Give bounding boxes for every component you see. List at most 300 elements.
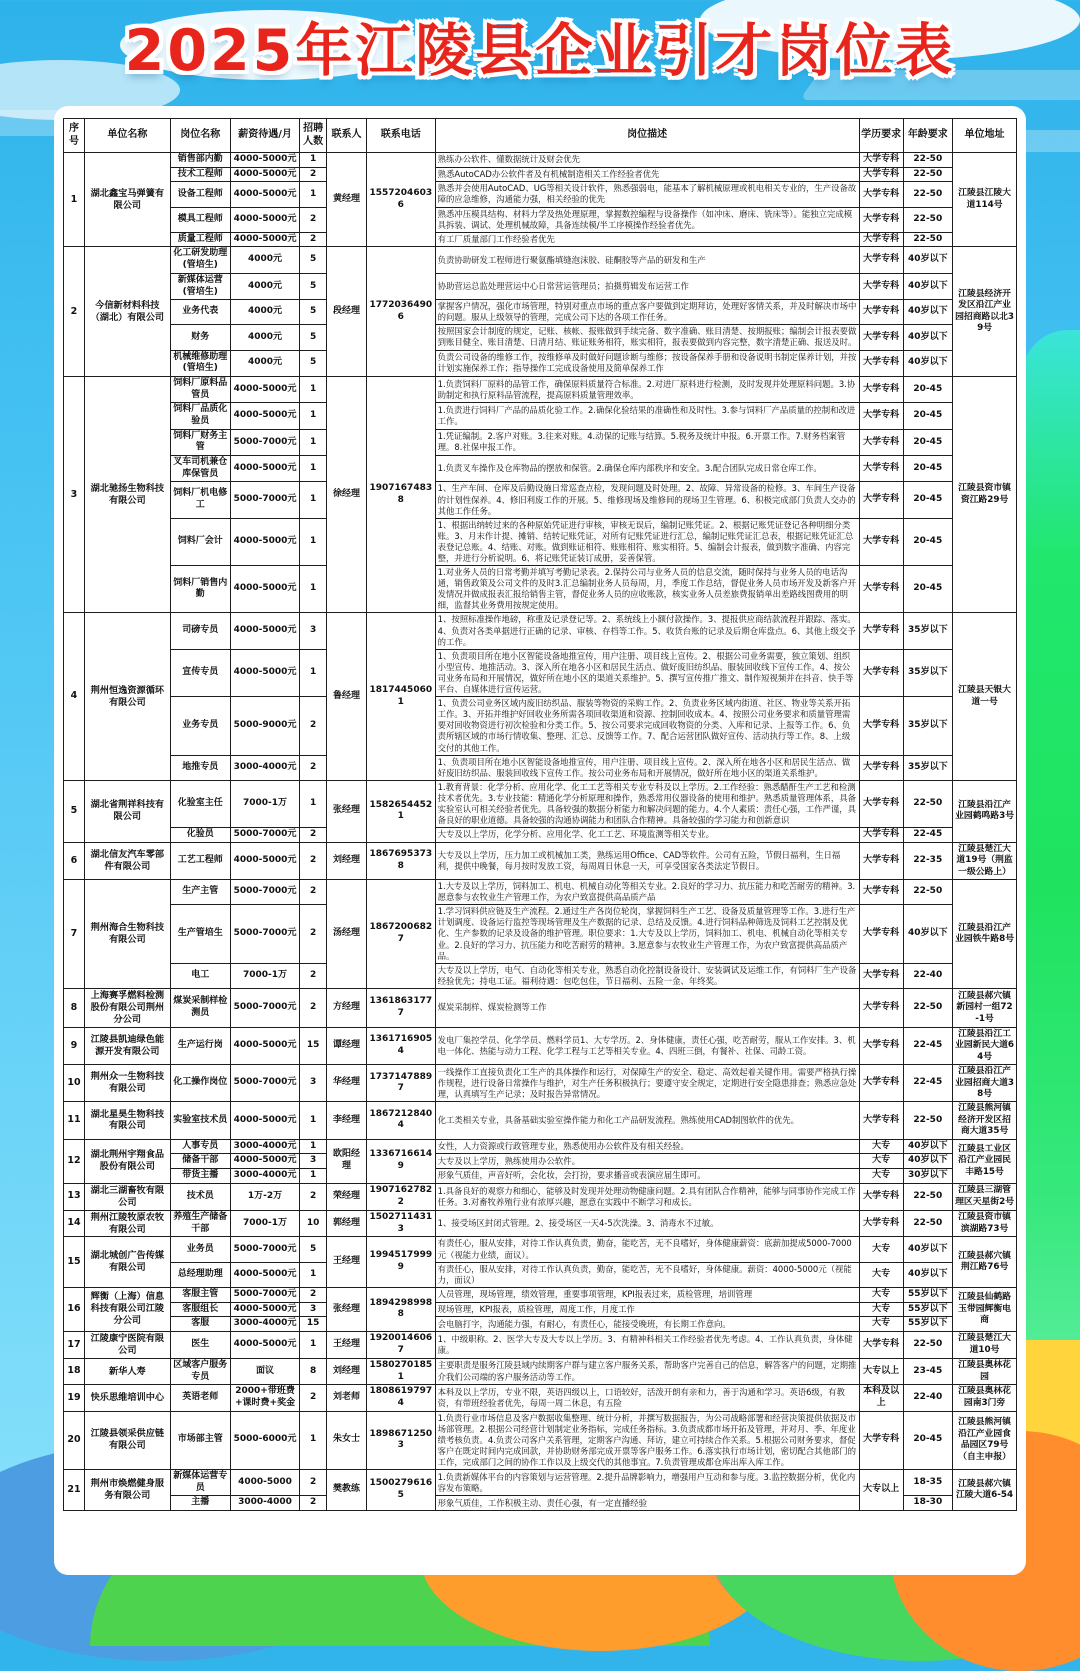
position-title-cell: 市场部主管 — [170, 1411, 230, 1469]
contact-person-cell: 欧阳经理 — [326, 1139, 366, 1183]
table-row — [64, 1317, 1017, 1332]
education-requirement-cell: 大学专科 — [859, 842, 903, 879]
company-name-cell: 湖北省荆祥科技有限公司 — [84, 780, 170, 842]
table-row — [64, 1102, 1017, 1139]
sequence-cell: 13 — [64, 1183, 85, 1210]
position-title-cell: 化工操作岗位 — [170, 1065, 230, 1102]
job-description-cell: 1、中级职称。2、医学大专及大专以上学历。3、有精神科相关工作经验者优先考虑。4、工作认真负责，身体健康。 — [435, 1331, 859, 1358]
age-requirement-cell: 23-45 — [903, 1358, 953, 1384]
job-description-cell: 熟悉冲压模具结构、材料力学及热处理原理，掌握数控编程与设备操作（如冲床、磨床、铣床等）。能独立完成模具拆装、调试、处理机械故障，具备连续模/半工序模操作经验者优先。 — [435, 207, 859, 232]
company-address-cell: 江陵县沿江产业园招商大道38号 — [953, 1065, 1017, 1102]
table-row — [64, 1237, 1017, 1262]
age-requirement-cell: 22-50 — [903, 780, 953, 827]
salary-cell: 5000-6000元 — [230, 1411, 300, 1469]
age-requirement-cell: 35岁以下 — [903, 649, 953, 696]
position-title-cell: 饲料厂财务主管 — [170, 429, 230, 455]
contact-phone-cell: 18986712503 — [367, 1411, 436, 1469]
sequence-cell: 10 — [64, 1065, 85, 1102]
column-header: 单位名称 — [84, 119, 170, 153]
headcount-cell: 1 — [300, 153, 327, 168]
company-address-cell: 江陵县奥林花园南3门旁 — [953, 1385, 1017, 1411]
headcount-cell: 5 — [300, 247, 327, 273]
sequence-cell: 9 — [64, 1027, 85, 1064]
sequence-cell: 14 — [64, 1210, 85, 1237]
sequence-cell: 1 — [64, 153, 85, 247]
headcount-cell: 2 — [300, 1183, 327, 1210]
job-description-cell: 1、根据出纳转过来的各种原始凭证进行审核，审核无误后，编制记账凭证。2、根据记账凭证登记各种明细分类账。3、月末作计提、摊销、结转记账凭证，对所有记账凭证进行汇总，编制记账凭证汇总表，根据记账凭证汇总表登记总账。4、结账、对账。做到账证相符、账账相符、账实相符。5、编制会计报表，做到数字准确、内容完整，并进行分析说明。6、将记账凭证装订成册，妥善保管。 — [435, 518, 859, 565]
position-title-cell: 模具工程师 — [170, 207, 230, 232]
education-requirement-cell: 大专 — [859, 1139, 903, 1154]
table-row — [64, 1065, 1017, 1102]
headcount-cell: 1 — [300, 780, 327, 827]
education-requirement-cell: 大学专科 — [859, 613, 903, 649]
education-requirement-cell: 大学专科 — [859, 1210, 903, 1237]
job-description-cell: 一线操作工直接负责化工生产的具体操作和运行，对保障生产的安全、稳定、高效起着关键作用。需要严格执行操作规程，进行设备日常操作与维护，对生产任务积极执行；要遵守安全规定，定期进行安全隐患排查；熟悉应急处理，认真填写生产记录；及时报告异常情况。 — [435, 1065, 859, 1102]
table-row — [64, 1154, 1017, 1169]
contact-phone-cell: 19945179999 — [367, 1237, 436, 1287]
education-requirement-cell: 大学专科 — [859, 403, 903, 429]
headcount-cell: 3 — [300, 1302, 327, 1317]
column-header: 岗位名称 — [170, 119, 230, 153]
age-requirement-cell: 40岁以下 — [903, 1262, 953, 1287]
headcount-cell: 3 — [300, 1065, 327, 1102]
education-requirement-cell: 大学专科 — [859, 988, 903, 1027]
table-row — [64, 1139, 1017, 1154]
sequence-cell: 15 — [64, 1237, 85, 1287]
education-requirement-cell: 大学专科 — [859, 1027, 903, 1064]
education-requirement-cell: 大学专科 — [859, 376, 903, 402]
salary-cell: 4000元 — [230, 247, 300, 273]
age-requirement-cell: 55岁以下 — [903, 1317, 953, 1332]
column-header: 岗位描述 — [435, 119, 859, 153]
education-requirement-cell: 大专 — [859, 1302, 903, 1317]
education-requirement-cell: 大学专科 — [859, 482, 903, 518]
age-requirement-cell: 22-45 — [903, 828, 953, 843]
education-requirement-cell: 大学专科 — [859, 273, 903, 299]
salary-cell: 5000-7000元 — [230, 988, 300, 1027]
company-name-cell: 辉衡（上海）信息科技有限公司江陵分公司 — [84, 1287, 170, 1331]
age-requirement-cell: 22-50 — [903, 988, 953, 1027]
contact-phone-cell: 18672128404 — [367, 1102, 436, 1139]
column-header: 学历要求 — [859, 119, 903, 153]
salary-cell: 4000元 — [230, 273, 300, 299]
company-name-cell: 荆州江陵牧原农牧有限公司 — [84, 1210, 170, 1237]
table-row — [64, 153, 1017, 168]
job-description-cell: 大专及以上学历，熟练使用办公软件。 — [435, 1154, 859, 1169]
salary-cell: 3000-4000元 — [230, 1139, 300, 1154]
position-title-cell: 电工 — [170, 963, 230, 988]
contact-phone-cell: 15027114313 — [367, 1210, 436, 1237]
contact-phone-cell: 15572046036 — [367, 153, 436, 247]
education-requirement-cell: 大专 — [859, 1237, 903, 1262]
job-description-cell: 1.凭证编制。2.客户对账。3.往来对账。4.动保的记账与结算。5.税务及统计申报。6.开票工作。7.财务档案管理。8.社保申报工作。 — [435, 429, 859, 455]
job-description-cell: 煤炭采制样、煤炭检测等工作 — [435, 988, 859, 1027]
education-requirement-cell: 大学专科 — [859, 905, 903, 963]
headcount-cell: 1 — [300, 518, 327, 565]
table-row — [64, 613, 1017, 649]
company-name-cell: 湖北荆州宇翔食品股份有限公司 — [84, 1139, 170, 1183]
education-requirement-cell: 大学专科 — [859, 1183, 903, 1210]
position-title-cell: 英语老师 — [170, 1385, 230, 1411]
contact-phone-cell: 17720364906 — [367, 247, 436, 377]
position-title-cell: 实验室技术员 — [170, 1102, 230, 1139]
company-address-cell: 江陵县工业区沿江产业园民丰路15号 — [953, 1139, 1017, 1183]
education-requirement-cell: 本科及以上 — [859, 1385, 903, 1411]
education-requirement-cell: 大专 — [859, 1154, 903, 1169]
position-title-cell: 业务专员 — [170, 697, 230, 755]
position-title-cell: 区域客户服务专员 — [170, 1358, 230, 1384]
sequence-cell: 7 — [64, 880, 85, 989]
salary-cell: 5000-7000元 — [230, 1287, 300, 1302]
position-title-cell: 宣传专员 — [170, 649, 230, 696]
headcount-cell: 15 — [300, 1317, 327, 1332]
salary-cell: 4000-5000 — [230, 1470, 300, 1496]
age-requirement-cell: 35岁以下 — [903, 697, 953, 755]
company-address-cell: 江陵县沿江产业园鹤鸣路3号 — [953, 780, 1017, 842]
table-row — [64, 325, 1017, 350]
contact-phone-cell: 15802701851 — [367, 1358, 436, 1384]
education-requirement-cell: 大学专科 — [859, 828, 903, 843]
table-row — [64, 905, 1017, 963]
sequence-cell: 20 — [64, 1411, 85, 1469]
headcount-cell: 5 — [300, 273, 327, 299]
table-row — [64, 988, 1017, 1027]
table-row — [64, 300, 1017, 325]
table-row — [64, 1411, 1017, 1469]
education-requirement-cell: 大学专科 — [859, 780, 903, 827]
position-title-cell: 业务员 — [170, 1237, 230, 1262]
contact-phone-cell: 13367166149 — [367, 1139, 436, 1183]
job-description-cell: 协助营运总监处理营运中心日常营运管理员；拍摄剪辑发布运营工作 — [435, 273, 859, 299]
table-row — [64, 828, 1017, 843]
position-title-cell: 化验员 — [170, 828, 230, 843]
position-title-cell: 客服组长 — [170, 1302, 230, 1317]
contact-phone-cell: 18676953738 — [367, 842, 436, 879]
table-row — [64, 518, 1017, 565]
job-description-cell: 按照国家会计制度的规定，记账、核帐、报账做到手续完备、数字准确、账目清楚、按期报账；编制会计报表要做到账目健全、账目清楚、日清月结、账证账务相符，账实相符，报表要做到内容完整，数字清楚正确、报送及时。 — [435, 325, 859, 350]
job-description-cell: 1、接受场区封闭式管理。2、接受场区一天4-5次洗澡。3、消毒水不过敏。 — [435, 1210, 859, 1237]
job-table-body — [64, 153, 1017, 1511]
age-requirement-cell: 22-45 — [903, 1027, 953, 1064]
company-address-cell: 江陵县熊河镇经济开发区招商大道35号 — [953, 1102, 1017, 1139]
position-title-cell: 生产主管 — [170, 880, 230, 905]
sequence-cell: 17 — [64, 1331, 85, 1358]
headcount-cell: 5 — [300, 350, 327, 376]
headcount-cell: 3 — [300, 613, 327, 649]
job-description-cell: 1.大专及以上学历，饲料加工、机电、机械自动化等相关专业。2.良好的学习力、抗压能力和吃苦耐劳的精神。3.愿意参与农牧业生产管理工作，为农户致富提供高品质产品 — [435, 880, 859, 905]
headcount-cell: 2 — [300, 828, 327, 843]
education-requirement-cell: 大学专科 — [859, 350, 903, 376]
headcount-cell: 1 — [300, 182, 327, 207]
age-requirement-cell: 22-50 — [903, 167, 953, 182]
table-row — [64, 566, 1017, 613]
company-name-cell: 湖北星昊生物科技有限公司 — [84, 1102, 170, 1139]
job-description-cell: 1.对业务人员的日常考勤并填写考勤记录表。2.保持公司与业务人员的信息交流，随时保持与业务人员的电话沟通，销售政策及公司文件的及时3.汇总编制业务人员每周，月，季度工作总结，督促业务人员市场开发及新客户开发情况并做成报表汇报给销售主管，督促业务人员的应收账款，核实业务人员差旅费报销单出差路线图费用的明细，监督其业务费用按规定使用。 — [435, 566, 859, 613]
education-requirement-cell: 大学专科 — [859, 1411, 903, 1469]
table-panel — [54, 106, 1026, 1575]
contact-person-cell: 李经理 — [326, 1102, 366, 1139]
table-row — [64, 842, 1017, 879]
age-requirement-cell: 40岁以下 — [903, 247, 953, 273]
position-title-cell: 人事专员 — [170, 1139, 230, 1154]
headcount-cell: 2 — [300, 697, 327, 755]
column-header: 年龄要求 — [903, 119, 953, 153]
job-description-cell: 1.负责饲料厂原料的品管工作，确保原料质量符合标准。2.对进厂原料进行检测，及时发现并处理原料问题。3.协助制定和执行原料品管流程，提高原料质量管理效率。 — [435, 376, 859, 402]
salary-cell: 4000-5000元 — [230, 167, 300, 182]
headcount-cell: 8 — [300, 1358, 327, 1384]
position-title-cell: 地推专员 — [170, 755, 230, 780]
position-title-cell: 总经理助理 — [170, 1262, 230, 1287]
salary-cell: 4000-5000元 — [230, 842, 300, 879]
age-requirement-cell: 22-50 — [903, 182, 953, 207]
company-name-cell: 今信新材料科技（湖北）有限公司 — [84, 247, 170, 377]
age-requirement-cell: 20-45 — [903, 482, 953, 518]
education-requirement-cell: 大学专科 — [859, 232, 903, 247]
table-row — [64, 880, 1017, 905]
headcount-cell: 1 — [300, 482, 327, 518]
table-row — [64, 232, 1017, 247]
age-requirement-cell: 40岁以下 — [903, 1237, 953, 1262]
headcount-cell: 1 — [300, 1102, 327, 1139]
table-row — [64, 350, 1017, 376]
company-address-cell: 江陵县天银大道一号 — [953, 613, 1017, 780]
company-name-cell: 湖北信友汽车零部件有限公司 — [84, 842, 170, 879]
education-requirement-cell: 大学专科 — [859, 207, 903, 232]
contact-phone-cell: 19071674838 — [367, 376, 436, 613]
table-row — [64, 1262, 1017, 1287]
position-title-cell: 生产管培生 — [170, 905, 230, 963]
company-address-cell: 江陵县仙鹤路玉带园辉衡电商 — [953, 1287, 1017, 1331]
age-requirement-cell: 40岁以下 — [903, 300, 953, 325]
job-description-cell: 1.教育背景：化学分析、应用化学、化工工艺等相关专业专科及以上学历。2.工作经验：熟悉醋酐生产工艺和检测技术者优先。3.专业技能：精通化学分析原理和操作，熟悉常用仪器设备的使用和维护。熟悉质量管理体系，具备实验室认可相关经验者优先。具备较强的数据分析能力和解决问题的能力。4.个人素质：责任心强，工作严谨，具备良好的职业道德。具备较强的沟通协调能力和团队合作精神。具备较强的学习能力和创新意识 — [435, 780, 859, 827]
contact-phone-cell: 15826544521 — [367, 780, 436, 842]
salary-cell: 4000元 — [230, 300, 300, 325]
job-description-cell: 现场管理，KPI报表，质检管理，周度工作，月度工作 — [435, 1302, 859, 1317]
salary-cell: 面议 — [230, 1358, 300, 1384]
job-description-cell: 1.学习饲料供应链及生产流程。2.通过生产各岗位轮岗，掌握饲料生产工艺、设备及质量管理等工作。3.进行生产计划调度、设备运行监控等现场管理及生产数据的记录、总结及反馈。4.进行饲料品种筛选及饲料工艺控制及优化、生产参数的记录及设备的维护管理。职位要求：1.大专及以上学历，饲料加工、机电、机械自动化等相关专业。2.良好的学习力、抗压能力和吃苦耐劳的精神。3.愿意参与农牧业生产管理工作，为农户致富提供高品质产品。 — [435, 905, 859, 963]
table-row — [64, 1168, 1017, 1183]
education-requirement-cell: 大专 — [859, 1317, 903, 1332]
table-row — [64, 697, 1017, 755]
age-requirement-cell: 20-45 — [903, 429, 953, 455]
salary-cell: 4000-5000元 — [230, 1262, 300, 1287]
job-description-cell: 1.负责进行饲料厂产品的品质化验工作。2.确保化验结果的准确性和及时性。3.参与饲料厂产品质量的控制和改进工作。 — [435, 403, 859, 429]
position-title-cell: 医生 — [170, 1331, 230, 1358]
education-requirement-cell: 大专以上 — [859, 1470, 903, 1511]
age-requirement-cell: 22-50 — [903, 880, 953, 905]
age-requirement-cell: 35岁以下 — [903, 755, 953, 780]
company-name-cell: 江陵康宁医院有限公司 — [84, 1331, 170, 1358]
position-title-cell: 饲料厂品质化验员 — [170, 403, 230, 429]
headcount-cell: 5 — [300, 300, 327, 325]
company-address-cell: 江陵县沿江工业园新民大道64号 — [953, 1027, 1017, 1064]
salary-cell: 4000-5000元 — [230, 1154, 300, 1169]
job-description-cell: 主要职责是服务江陵县域内续期客户群与建立客户服务关系，帮助客户完善自己的信息，解答客户的问题，定期推介我们公司端的客户服务活动等工作。 — [435, 1358, 859, 1384]
table-row — [64, 456, 1017, 482]
company-name-cell: 荆州恒逸资源循环有限公司 — [84, 613, 170, 780]
headcount-cell: 2 — [300, 207, 327, 232]
position-title-cell: 技术员 — [170, 1183, 230, 1210]
job-description-cell: 1、生产车间、仓库及后勤设施日常巡查点检，发现问题及时处理。2、故障、异常设备的检修。3、车间生产设备的计划性保养。4、修旧利废工作的开展。5、维修现场及维修间的现场卫生管理。6、积极完成部门负责人交办的其他工作任务。 — [435, 482, 859, 518]
age-requirement-cell: 55岁以下 — [903, 1302, 953, 1317]
contact-person-cell: 方经理 — [326, 988, 366, 1027]
position-title-cell: 新媒体运营专员 — [170, 1470, 230, 1496]
column-header: 薪资待遇/月 — [230, 119, 300, 153]
column-header: 联系电话 — [367, 119, 436, 153]
table-header-row — [64, 119, 1017, 153]
position-title-cell: 带货主播 — [170, 1168, 230, 1183]
headcount-cell: 5 — [300, 325, 327, 350]
headcount-cell: 2 — [300, 988, 327, 1027]
headcount-cell: 1 — [300, 456, 327, 482]
company-address-cell: 江陵县楚江大道19号（荆监一级公路上） — [953, 842, 1017, 879]
job-description-cell: 1.负责行业市场信息及客户数据收集整理、统计分析，并撰写数据报告，为公司战略部署和经营决策提供依据及市场部管理。2.根据公司经营计划制定业务指标，完成任务指标。3.负责成都市场开拓及管理，并对月、季、年度业绩考核负责。4.负责公司客户关系管理，定期客户沟通、拜访，建立可持续合作关系。5.根据公司财务要求，督促客户在既定时间内完成回款，并协助财务部完成开票等客户服务工作。6.落实执行市场计划，密切配合其他部门的工作，完成部门之间的协作工作以及上级交代的其他事宜。7.负责管理成都仓库出库入库工作。 — [435, 1411, 859, 1469]
headcount-cell: 1 — [300, 1262, 327, 1287]
position-title-cell: 业务代表 — [170, 300, 230, 325]
age-requirement-cell: 22-50 — [903, 232, 953, 247]
company-address-cell: 江陵县奥林花园 — [953, 1358, 1017, 1384]
education-requirement-cell: 大学专科 — [859, 963, 903, 988]
contact-phone-cell: 18086197974 — [367, 1385, 436, 1411]
table-row — [64, 207, 1017, 232]
job-description-cell: 人员管理，现场管理，绩效管理，重要事项管理，KPI报表过来，质检管理，培训管理 — [435, 1287, 859, 1302]
headcount-cell: 1 — [300, 1411, 327, 1469]
company-name-cell: 江陵县凯迪绿色能源开发有限公司 — [84, 1027, 170, 1064]
sequence-cell: 19 — [64, 1385, 85, 1411]
position-title-cell: 主播 — [170, 1496, 230, 1511]
salary-cell: 4000元 — [230, 350, 300, 376]
headcount-cell: 2 — [300, 880, 327, 905]
salary-cell: 4000-5000元 — [230, 207, 300, 232]
age-requirement-cell: 20-45 — [903, 456, 953, 482]
salary-cell: 2000+带班费+课时费+奖金 — [230, 1385, 300, 1411]
job-description-cell: 大专及以上学历，压力加工或机械加工类，熟练运用Office、CAD等软件。公司有五险，节假日福利，生日福利，提供中晚餐，每月按时发放工资，每周周日休息一天，可享受国家各类法定节假日。 — [435, 842, 859, 879]
education-requirement-cell: 大学专科 — [859, 566, 903, 613]
age-requirement-cell: 40岁以下 — [903, 325, 953, 350]
age-requirement-cell: 40岁以下 — [903, 905, 953, 963]
sequence-cell: 11 — [64, 1102, 85, 1139]
table-row — [64, 376, 1017, 402]
contact-phone-cell: 18942989988 — [367, 1287, 436, 1331]
job-description-cell: 大专及以上学历，化学分析、应用化学、化工工艺、环境监测等相关专业。 — [435, 828, 859, 843]
education-requirement-cell: 大学专科 — [859, 167, 903, 182]
company-address-cell: 江陵县江陵大道114号 — [953, 153, 1017, 247]
position-title-cell: 质量工程师 — [170, 232, 230, 247]
education-requirement-cell: 大学专科 — [859, 1331, 903, 1358]
education-requirement-cell: 大专 — [859, 1168, 903, 1183]
job-description-cell: 大专及以上学历，电气、自动化等相关专业，熟悉自动化控制设备设计、安装调试及运维工作，有饲料厂生产设备经验优先；持电工证。福利待遇：包吃包住，节日福利、五险一金、年终奖。 — [435, 963, 859, 988]
contact-person-cell: 段经理 — [326, 247, 366, 377]
salary-cell: 4000-5000元 — [230, 518, 300, 565]
salary-cell: 4000-5000元 — [230, 182, 300, 207]
age-requirement-cell: 22-50 — [903, 1331, 953, 1358]
contact-phone-cell: 18672006827 — [367, 880, 436, 989]
position-title-cell: 饲料厂会计 — [170, 518, 230, 565]
job-description-cell: 熟练办公软件、懂数据统计及财会优先 — [435, 153, 859, 168]
table-row — [64, 1385, 1017, 1411]
job-description-cell: 化工类相关专业，具备基础实验室操作能力和化工产品研发流程。熟练使用CAD制图软件的优先。 — [435, 1102, 859, 1139]
position-title-cell: 财务 — [170, 325, 230, 350]
column-header: 招聘人数 — [300, 119, 327, 153]
age-requirement-cell: 30岁以下 — [903, 1168, 953, 1183]
salary-cell: 4000-5000元 — [230, 376, 300, 402]
position-title-cell: 煤炭采制样检测员 — [170, 988, 230, 1027]
company-name-cell: 湖北城创广告传媒有限公司 — [84, 1237, 170, 1287]
contact-phone-cell: 19071627822 — [367, 1183, 436, 1210]
salary-cell: 5000-7000元 — [230, 1065, 300, 1102]
green-band-decoration — [1022, 330, 1080, 1340]
age-requirement-cell: 55岁以下 — [903, 1287, 953, 1302]
job-description-cell: 负责公司设备的维修工作，按维修单及时做好问题诊断与维修；按设备保养手册和设备说明书制定保养计划，并按计划实施保养工作；指导操作工完成设备使用及简单保养工作 — [435, 350, 859, 376]
headcount-cell: 2 — [300, 232, 327, 247]
job-description-cell: 熟悉并会使用AutoCAD、UG等相关设计软件，熟悉强弱电，能基本了解机械原理或机电相关专业的，生产设备故障的应急维修，沟通能力强，相关经验的优先 — [435, 182, 859, 207]
position-title-cell: 设备工程师 — [170, 182, 230, 207]
column-header: 序号 — [64, 119, 85, 153]
company-name-cell: 湖北鑫宝马弹簧有限公司 — [84, 153, 170, 247]
company-address-cell: 江陵县经济开发区沿江产业园招商路以北39号 — [953, 247, 1017, 377]
salary-cell: 4000-5000元 — [230, 456, 300, 482]
position-title-cell: 司磅专员 — [170, 613, 230, 649]
job-description-cell: 有责任心，服从安排，对待工作认真负责，勤奋，能吃苦，无不良嗜好，身体健康。薪资：4000-5000元（视能力，面议） — [435, 1262, 859, 1287]
company-address-cell: 江陵县三湖管理区天星街2号 — [953, 1183, 1017, 1210]
headcount-cell: 2 — [300, 963, 327, 988]
sequence-cell: 6 — [64, 842, 85, 879]
job-description-cell: 1、负责项目所在地小区智能设备地推宣传，用户注册、项目线上宣传。2、根据公司业务需要，独立策划、组织小型宣传、地推活动。3、深入所在地各小区和居民生活点、做好废旧纺织品、服装回收线下宣传工作。4、按公司业务布局和开展情况，做好所在地小区的渠道关系维护。5、撰写宣传推广推文、制作短视频并在抖音、快手等平台、自媒体进行宣传运营。 — [435, 649, 859, 696]
education-requirement-cell: 大学专科 — [859, 755, 903, 780]
headcount-cell: 1 — [300, 1139, 327, 1154]
job-description-cell: 负责协助研发工程师进行聚氨酯填缝泡沫胶、硅酮胶等产品的研发和生产 — [435, 247, 859, 273]
education-requirement-cell: 大学专科 — [859, 456, 903, 482]
salary-cell: 5000-7000元 — [230, 828, 300, 843]
salary-cell: 4000-5000元 — [230, 613, 300, 649]
contact-person-cell: 王经理 — [326, 1331, 366, 1358]
age-requirement-cell: 20-45 — [903, 518, 953, 565]
age-requirement-cell: 40岁以下 — [903, 350, 953, 376]
company-name-cell: 新华人寿 — [84, 1358, 170, 1384]
headcount-cell: 2 — [300, 1385, 327, 1411]
headcount-cell: 15 — [300, 1027, 327, 1064]
age-requirement-cell: 20-45 — [903, 376, 953, 402]
contact-person-cell: 朱女士 — [326, 1411, 366, 1469]
table-row — [64, 649, 1017, 696]
table-row — [64, 1302, 1017, 1317]
job-description-cell: 1、负责项目所在地小区智能设备地推宣传，用户注册、项目线上宣传。2、深入所在地各小区和居民生活点、做好废旧纺织品、服装回收线下宣传工作。按公司业务布局和开展情况，做好所在地小区的渠道关系维护。 — [435, 755, 859, 780]
headcount-cell: 1 — [300, 1168, 327, 1183]
headcount-cell: 2 — [300, 1287, 327, 1302]
salary-cell: 4000元 — [230, 325, 300, 350]
education-requirement-cell: 大学专科 — [859, 247, 903, 273]
position-title-cell: 技术工程师 — [170, 167, 230, 182]
education-requirement-cell: 大学专科 — [859, 429, 903, 455]
headcount-cell: 10 — [300, 1210, 327, 1237]
contact-phone-cell: 19200146067 — [367, 1331, 436, 1358]
education-requirement-cell: 大学专科 — [859, 153, 903, 168]
education-requirement-cell: 大学专科 — [859, 518, 903, 565]
jobs-table — [63, 118, 1017, 1511]
education-requirement-cell: 大学专科 — [859, 300, 903, 325]
contact-person-cell: 荣经理 — [326, 1183, 366, 1210]
salary-cell: 4000-5000元 — [230, 649, 300, 696]
salary-cell: 4000-5000元 — [230, 566, 300, 613]
salary-cell: 5000-7000元 — [230, 880, 300, 905]
age-requirement-cell: 20-45 — [903, 1411, 953, 1469]
salary-cell: 4000-5000元 — [230, 1331, 300, 1358]
table-row — [64, 780, 1017, 827]
headcount-cell: 5 — [300, 1237, 327, 1262]
education-requirement-cell: 大学专科 — [859, 182, 903, 207]
contact-person-cell: 刘经理 — [326, 842, 366, 879]
contact-person-cell: 刘老师 — [326, 1385, 366, 1411]
